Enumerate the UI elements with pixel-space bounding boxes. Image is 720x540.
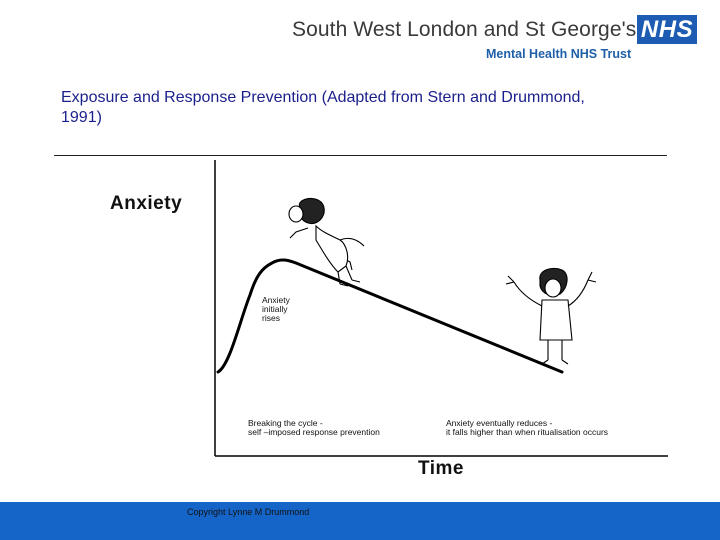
nhs-logo: NHS <box>637 15 697 44</box>
annotation-break-line-2: self –imposed response prevention <box>248 427 380 437</box>
relieved-person-illustration <box>506 268 596 364</box>
annotation-rise-line-3: rises <box>262 313 280 323</box>
org-subtitle: Mental Health NHS Trust <box>486 47 632 61</box>
x-axis-label: Time <box>418 458 465 479</box>
copyright-text: Copyright Lynne M Drummond <box>187 507 310 517</box>
org-name: South West London and St George's <box>292 18 637 41</box>
annotation-reduce-line-2: it falls higher than when ritualisation occurs <box>446 427 609 437</box>
slide-title-line-1: Exposure and Response Prevention (Adapted from Stern and Drummond, <box>61 89 585 106</box>
y-axis-label: Anxiety <box>110 193 183 214</box>
annotation-rise-line-1: Anxiety <box>262 295 290 305</box>
slide-title-line-2: 1991) <box>61 109 102 126</box>
annotation-anxiety-rises <box>262 296 290 323</box>
footer-bar <box>0 502 720 540</box>
annotation-rise-line-2: initially <box>262 304 288 314</box>
annotation-breaking-cycle <box>248 419 380 437</box>
annotation-break-line-1: Breaking the cycle - <box>248 418 323 428</box>
anxious-person-illustration <box>289 198 364 286</box>
annotation-anxiety-reduces <box>446 419 608 437</box>
annotation-reduce-line-1: Anxiety eventually reduces - <box>446 418 553 428</box>
